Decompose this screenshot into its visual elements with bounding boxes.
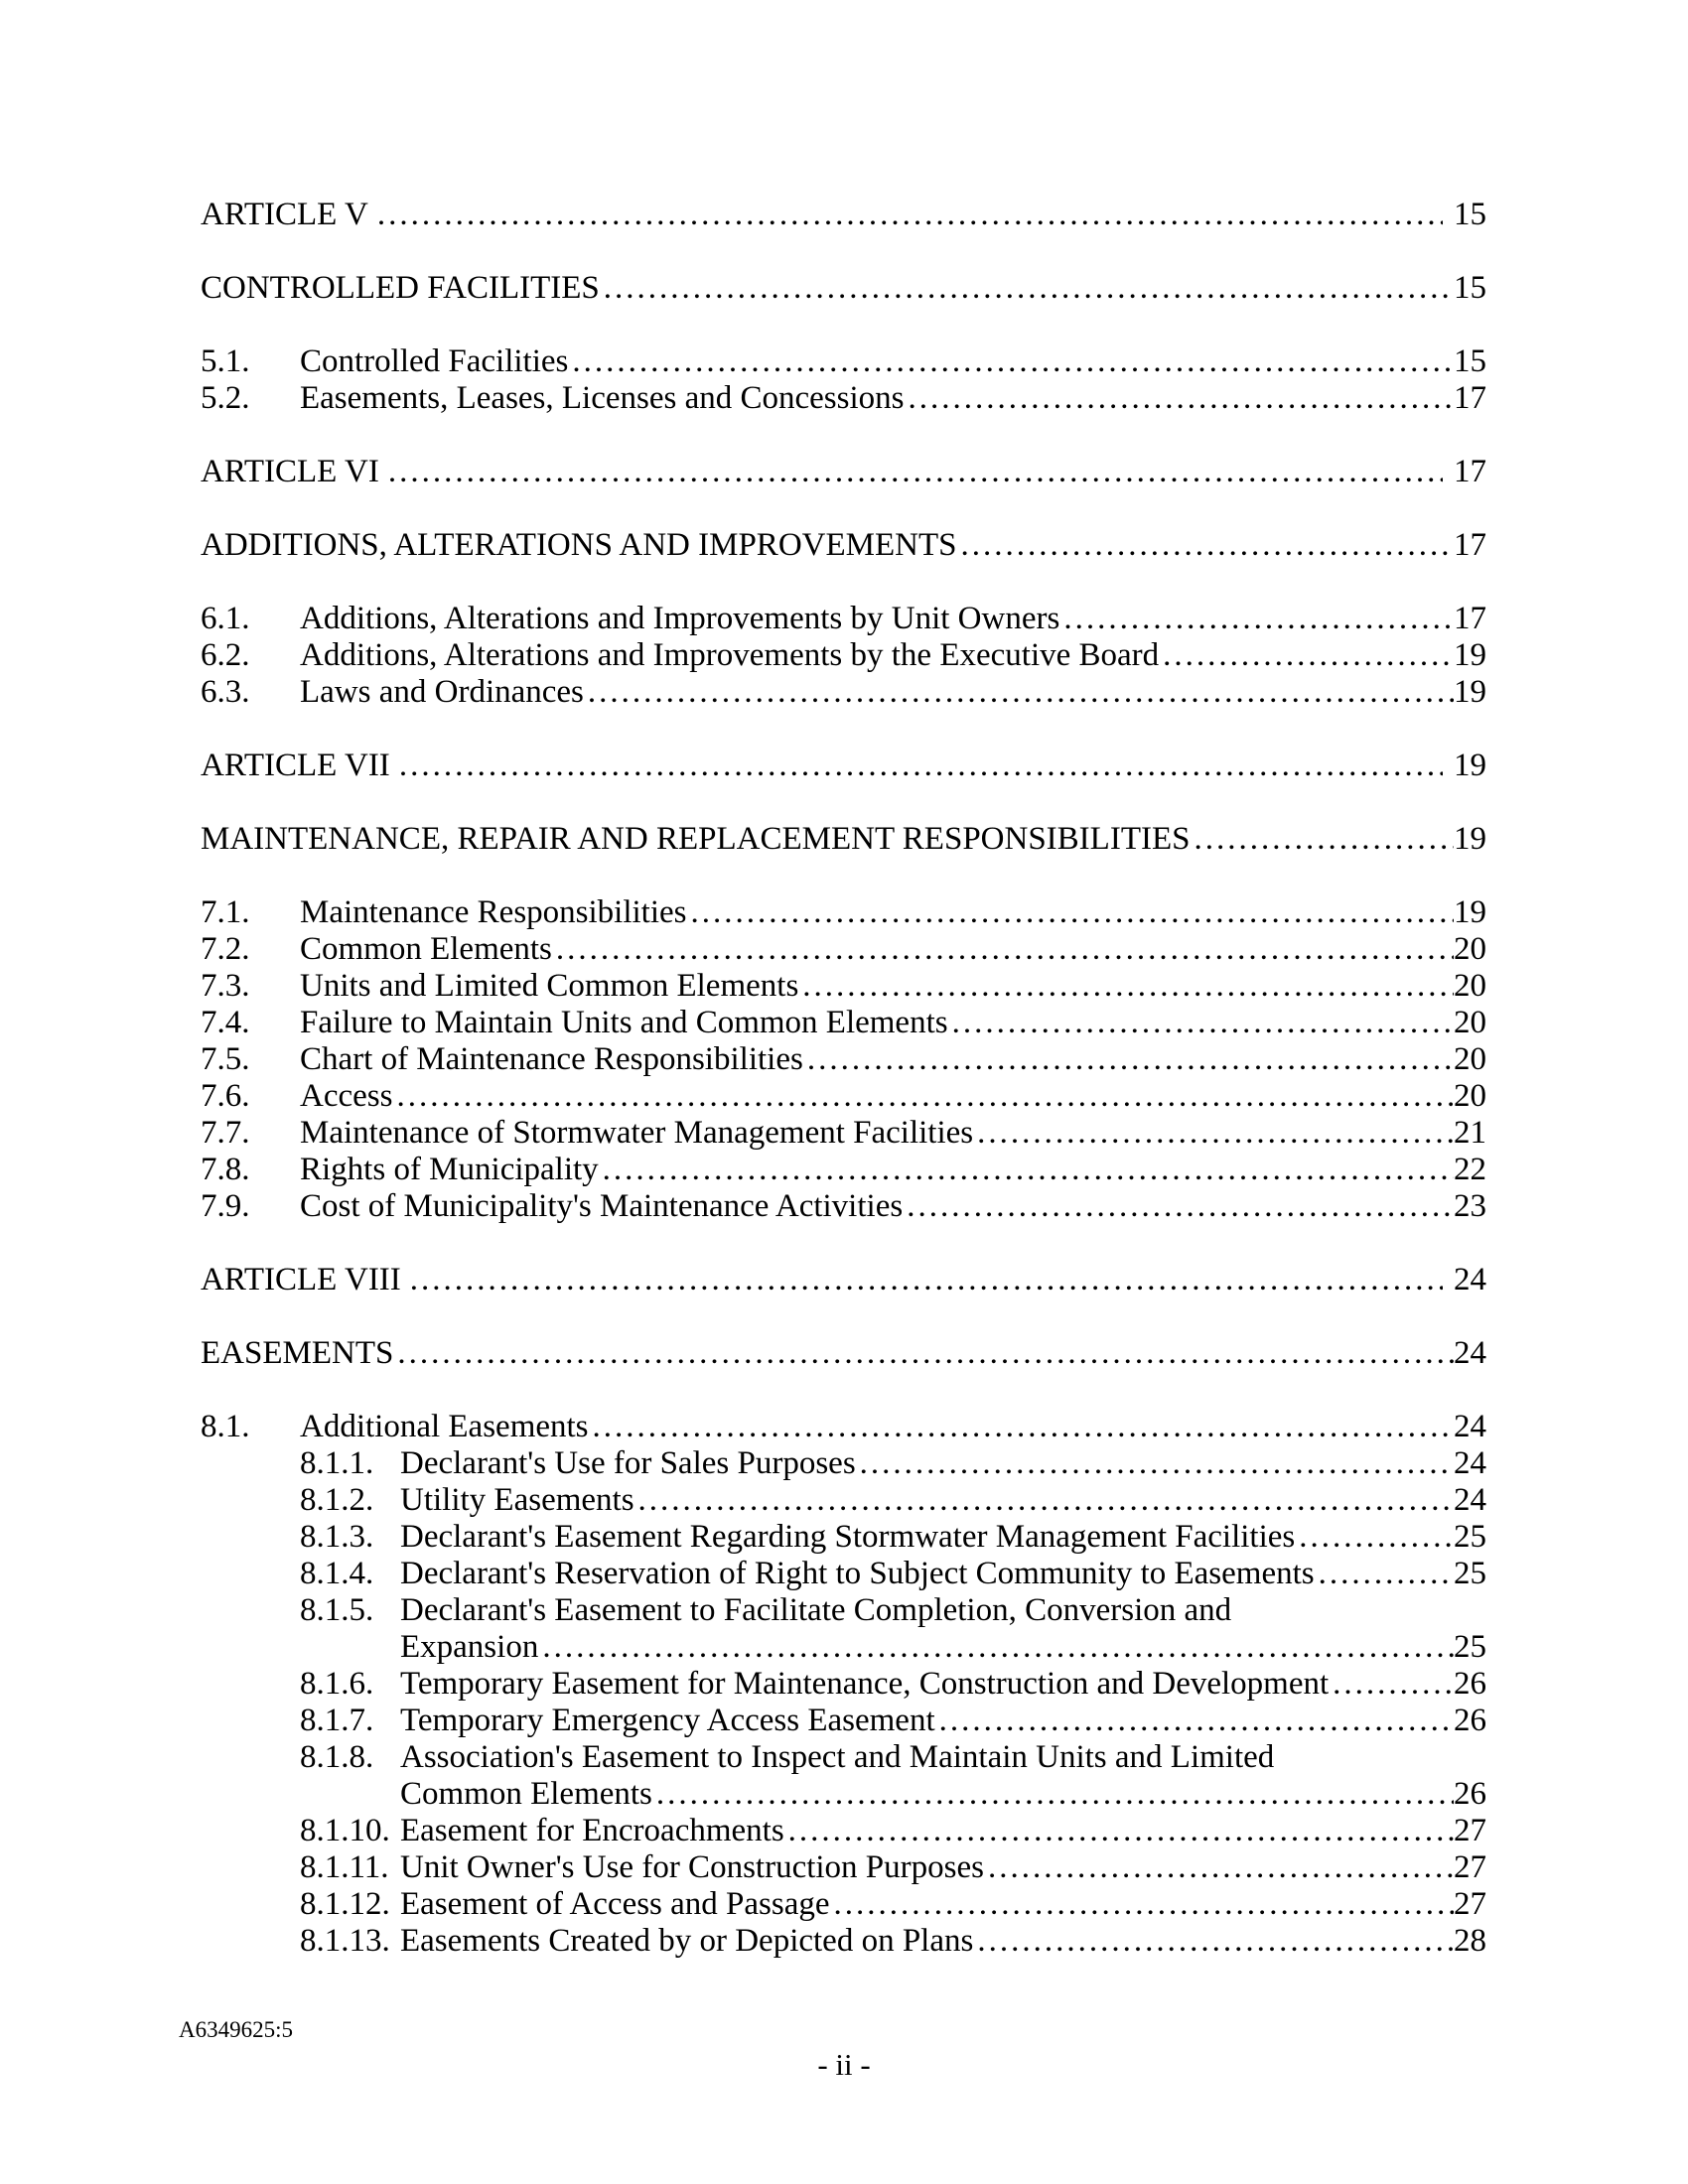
- dot-leader: [656, 1776, 1454, 1813]
- toc-subsection-entry: [201, 1445, 1486, 1482]
- entry-title: Failure to Maintain Units and Common Elements: [300, 1005, 948, 1040]
- document-id: A6349625:5: [179, 2017, 293, 2042]
- page-number: 24: [1454, 1335, 1486, 1371]
- entry-title: Easement for Encroachments: [400, 1813, 784, 1848]
- page-number: 26: [1454, 1776, 1486, 1812]
- toc-entry-continuation: [201, 1629, 1486, 1666]
- entry-title: Access: [300, 1078, 393, 1114]
- toc-section-entry: [201, 674, 1486, 711]
- entry-title: Association's Easement to Inspect and Maintain Units and Limited: [400, 1739, 1275, 1775]
- section-number: 8.1.6.: [300, 1666, 374, 1702]
- toc-subsection-entry: [201, 1519, 1486, 1556]
- toc-section-entry: [201, 1115, 1486, 1152]
- toc-subsection-entry: [201, 1592, 1486, 1629]
- toc-entry-continuation: [201, 1776, 1486, 1813]
- section-number: 7.1.: [201, 894, 250, 930]
- toc-subsection-entry: [201, 1886, 1486, 1923]
- section-number: 8.1.1.: [300, 1445, 374, 1481]
- page-number: 19: [1454, 748, 1486, 783]
- page-number: 24: [1454, 1445, 1486, 1481]
- toc-subsection-entry: [201, 1923, 1486, 1960]
- toc-heading-entry: [201, 270, 1486, 307]
- page-number: 27: [1454, 1886, 1486, 1922]
- dot-leader: [593, 1409, 1454, 1445]
- entry-title: Additions, Alterations and Improvements by Unit Owners: [300, 601, 1060, 636]
- toc-section-entry: [201, 1078, 1486, 1115]
- entry-title: Maintenance Responsibilities: [300, 894, 687, 930]
- entry-title: ARTICLE VI: [201, 454, 379, 489]
- section-number: 8.1.10.: [300, 1813, 390, 1848]
- dot-leader: [960, 527, 1454, 564]
- page-number: 15: [1454, 197, 1486, 232]
- dot-leader: [1333, 1666, 1454, 1703]
- page-number: 24: [1454, 1262, 1486, 1297]
- section-number: 8.1.13.: [300, 1923, 390, 1959]
- dot-leader: [788, 1813, 1454, 1849]
- toc-subsection-entry: [201, 1813, 1486, 1849]
- dot-leader: [1163, 637, 1454, 674]
- section-number: 6.2.: [201, 637, 250, 673]
- toc-article-entry: [201, 1262, 1486, 1298]
- section-number: 7.6.: [201, 1078, 250, 1114]
- entry-title: EASEMENTS: [201, 1335, 394, 1371]
- toc-subsection-entry: [201, 1703, 1486, 1739]
- section-number: 8.1.: [201, 1409, 250, 1444]
- toc-article-entry: [201, 454, 1486, 490]
- dot-leader: [952, 1005, 1454, 1041]
- dot-leader: [1319, 1556, 1454, 1592]
- page-number: 19: [1454, 821, 1486, 857]
- page-number: 23: [1454, 1188, 1486, 1224]
- entry-title: Controlled Facilities: [300, 343, 569, 379]
- entry-title: Additions, Alterations and Improvements by the Executive Board: [300, 637, 1160, 673]
- toc-section-entry: [201, 968, 1486, 1005]
- toc-subsection-entry: [201, 1556, 1486, 1592]
- entry-title: Declarant's Reservation of Right to Subject Community to Easements: [400, 1556, 1315, 1591]
- dot-leader: [1299, 1519, 1454, 1556]
- page-number: 20: [1454, 1041, 1486, 1077]
- dot-leader: [939, 1703, 1454, 1739]
- page-number: 17: [1454, 601, 1486, 636]
- page-number: 25: [1454, 1629, 1486, 1665]
- page-number: 26: [1454, 1666, 1486, 1702]
- dot-leader: [588, 674, 1454, 711]
- toc-section-entry: [201, 380, 1486, 417]
- dot-leader: [604, 270, 1454, 307]
- entry-title: Units and Limited Common Elements: [300, 968, 799, 1004]
- dot-leader: [377, 197, 1443, 233]
- entry-title: Maintenance of Stormwater Management Facilities: [300, 1115, 974, 1151]
- dot-leader: [603, 1152, 1454, 1188]
- entry-title: Common Elements: [400, 1776, 652, 1812]
- entry-title: Easement of Access and Passage: [400, 1886, 830, 1922]
- toc-subsection-entry: [201, 1739, 1486, 1776]
- section-number: 8.1.3.: [300, 1519, 374, 1555]
- entry-title: Laws and Ordinances: [300, 674, 584, 710]
- dot-leader: [1194, 821, 1454, 858]
- toc-article-entry: [201, 748, 1486, 784]
- section-number: 7.7.: [201, 1115, 250, 1151]
- dot-leader: [860, 1445, 1454, 1482]
- toc-section-entry: [201, 894, 1486, 931]
- page-number: 20: [1454, 1078, 1486, 1114]
- toc-section-entry: [201, 343, 1486, 380]
- page-number: 17: [1454, 527, 1486, 563]
- section-number: 8.1.11.: [300, 1849, 389, 1885]
- page-number: 17: [1454, 380, 1486, 416]
- toc-subsection-entry: [201, 1482, 1486, 1519]
- dot-leader: [909, 380, 1454, 417]
- entry-title: ADDITIONS, ALTERATIONS AND IMPROVEMENTS: [201, 527, 957, 563]
- section-number: 7.2.: [201, 931, 250, 967]
- page-number: 20: [1454, 931, 1486, 967]
- page-number: 20: [1454, 1005, 1486, 1040]
- toc-section-entry: [201, 1188, 1486, 1225]
- section-number: 8.1.12.: [300, 1886, 390, 1922]
- entry-title: Rights of Municipality: [300, 1152, 599, 1187]
- page-number: 25: [1454, 1519, 1486, 1555]
- dot-leader: [638, 1482, 1454, 1519]
- page-number: 22: [1454, 1152, 1486, 1187]
- entry-title: Temporary Easement for Maintenance, Construction and Development: [400, 1666, 1330, 1702]
- entry-title: Cost of Municipality's Maintenance Activities: [300, 1188, 904, 1224]
- section-number: 8.1.7.: [300, 1703, 374, 1738]
- dot-leader: [691, 894, 1454, 931]
- page-number: 24: [1454, 1409, 1486, 1444]
- entry-title: Common Elements: [300, 931, 552, 967]
- toc-section-entry: [201, 1409, 1486, 1445]
- page-number: 19: [1454, 637, 1486, 673]
- dot-leader: [399, 748, 1443, 784]
- toc-heading-entry: [201, 1335, 1486, 1372]
- entry-title: Chart of Maintenance Responsibilities: [300, 1041, 803, 1077]
- dot-leader: [977, 1115, 1454, 1152]
- dot-leader: [388, 454, 1443, 490]
- dot-leader: [802, 968, 1454, 1005]
- entry-title: Expansion: [400, 1629, 539, 1665]
- entry-title: CONTROLLED FACILITIES: [201, 270, 600, 306]
- entry-title: Declarant's Use for Sales Purposes: [400, 1445, 856, 1481]
- dot-leader: [410, 1262, 1443, 1298]
- entry-title: Additional Easements: [300, 1409, 589, 1444]
- section-number: 5.1.: [201, 343, 250, 379]
- page-number: 25: [1454, 1556, 1486, 1591]
- page-number: 15: [1454, 270, 1486, 306]
- page-number: 17: [1454, 454, 1486, 489]
- dot-leader: [542, 1629, 1454, 1666]
- dot-leader: [807, 1041, 1454, 1078]
- section-number: 5.2.: [201, 380, 250, 416]
- page-number: 27: [1454, 1813, 1486, 1848]
- dot-leader: [988, 1849, 1454, 1886]
- section-number: 8.1.5.: [300, 1592, 374, 1628]
- toc-section-entry: [201, 931, 1486, 968]
- entry-title: Temporary Emergency Access Easement: [400, 1703, 935, 1738]
- page-number: 24: [1454, 1482, 1486, 1518]
- dot-leader: [907, 1188, 1454, 1225]
- section-number: 6.3.: [201, 674, 250, 710]
- toc: [201, 197, 1486, 1960]
- dot-leader: [834, 1886, 1454, 1923]
- page-number: 27: [1454, 1849, 1486, 1885]
- entry-title: MAINTENANCE, REPAIR AND REPLACEMENT RESPONSIBILITIES: [201, 821, 1191, 857]
- page-number: 19: [1454, 674, 1486, 710]
- section-number: 7.9.: [201, 1188, 250, 1224]
- section-number: 7.4.: [201, 1005, 250, 1040]
- toc-section-entry: [201, 1041, 1486, 1078]
- dot-leader: [1063, 601, 1454, 637]
- entry-title: ARTICLE V: [201, 197, 368, 232]
- toc-subsection-entry: [201, 1666, 1486, 1703]
- dot-leader: [397, 1335, 1454, 1372]
- section-number: 6.1.: [201, 601, 250, 636]
- toc-heading-entry: [201, 821, 1486, 858]
- dot-leader: [556, 931, 1454, 968]
- page-number: 15: [1454, 343, 1486, 379]
- section-number: 7.8.: [201, 1152, 250, 1187]
- page-number: 21: [1454, 1115, 1486, 1151]
- page-number-footer: - ii -: [817, 2047, 871, 2082]
- section-number: 8.1.4.: [300, 1556, 374, 1591]
- entry-title: Easements Created by or Depicted on Plans: [400, 1923, 974, 1959]
- toc-section-entry: [201, 637, 1486, 674]
- toc-subsection-entry: [201, 1849, 1486, 1886]
- section-number: 7.3.: [201, 968, 250, 1004]
- entry-title: Declarant's Easement Regarding Stormwater Management Facilities: [400, 1519, 1296, 1555]
- dot-leader: [977, 1923, 1454, 1960]
- toc-section-entry: [201, 601, 1486, 637]
- page-number: 28: [1454, 1923, 1486, 1959]
- dot-leader: [572, 343, 1454, 380]
- entry-title: ARTICLE VIII: [201, 1262, 401, 1297]
- entry-title: Declarant's Easement to Facilitate Completion, Conversion and: [400, 1592, 1232, 1628]
- page-number: 26: [1454, 1703, 1486, 1738]
- entry-title: Utility Easements: [400, 1482, 634, 1518]
- section-number: 7.5.: [201, 1041, 250, 1077]
- toc-section-entry: [201, 1152, 1486, 1188]
- page-number: 19: [1454, 894, 1486, 930]
- entry-title: Unit Owner's Use for Construction Purposes: [400, 1849, 984, 1885]
- section-number: 8.1.2.: [300, 1482, 374, 1518]
- toc-heading-entry: [201, 527, 1486, 564]
- section-number: 8.1.8.: [300, 1739, 374, 1775]
- dot-leader: [396, 1078, 1454, 1115]
- page-number: 20: [1454, 968, 1486, 1004]
- toc-section-entry: [201, 1005, 1486, 1041]
- entry-title: Easements, Leases, Licenses and Concessions: [300, 380, 905, 416]
- entry-title: ARTICLE VII: [201, 748, 390, 783]
- toc-article-entry: [201, 197, 1486, 233]
